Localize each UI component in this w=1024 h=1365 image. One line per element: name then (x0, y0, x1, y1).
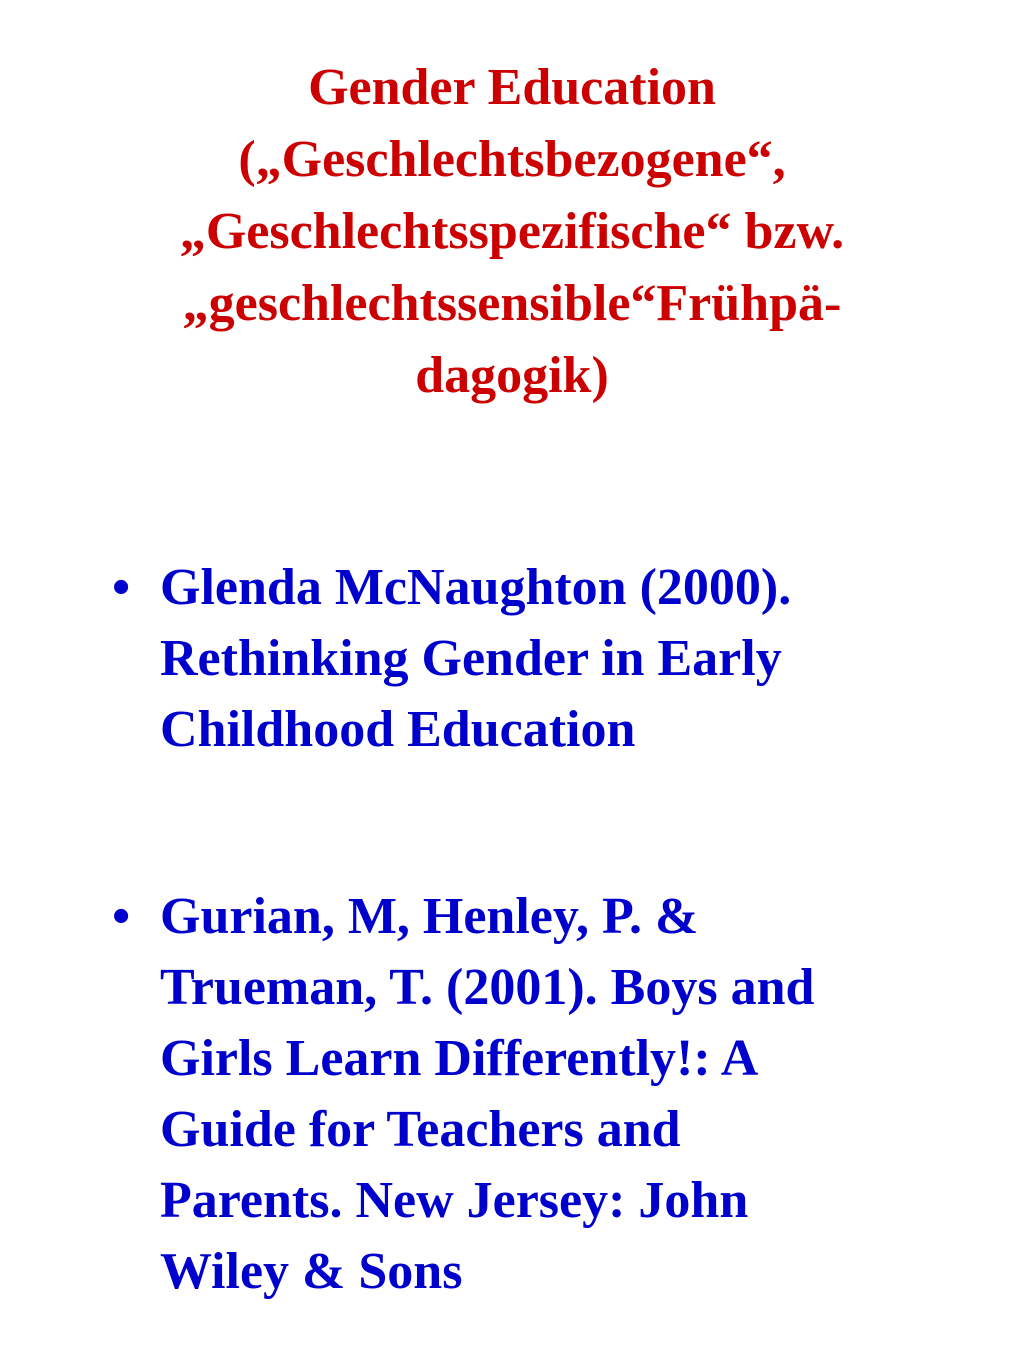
bullet-line: Girls Learn Differently!: A (160, 1030, 759, 1087)
title-line: „Geschlechtsspezifische“ bzw. (179, 203, 845, 260)
title-line: dagogik) (415, 347, 609, 404)
title-line: „geschlechtssensible“Frühpä- (182, 275, 842, 332)
bullet-dot-icon: • (112, 559, 131, 616)
title-line: Gender Education (308, 59, 716, 116)
bullet-line: Rethinking Gender in Early (160, 630, 782, 687)
bullet-item-mcnaughton (110, 552, 970, 765)
title-line: („Geschlechtsbezogene“, (238, 131, 786, 188)
bullet-line: Childhood Education (160, 701, 636, 758)
bullet-line: Trueman, T. (2001). Boys and (160, 959, 815, 1016)
bullet-line: Parents. New Jersey: John (160, 1172, 749, 1229)
bullet-line: Gurian, M, Henley, P. & (160, 888, 699, 945)
bullet-item-gurian (110, 881, 970, 1307)
bullet-list (110, 552, 970, 1307)
bullet-line: Wiley & Sons (160, 1243, 463, 1300)
slide-title (60, 52, 964, 412)
bullet-dot-icon: • (112, 888, 131, 945)
bullet-line: Guide for Teachers and (160, 1101, 681, 1158)
bullet-line: Glenda McNaughton (2000). (160, 559, 792, 616)
